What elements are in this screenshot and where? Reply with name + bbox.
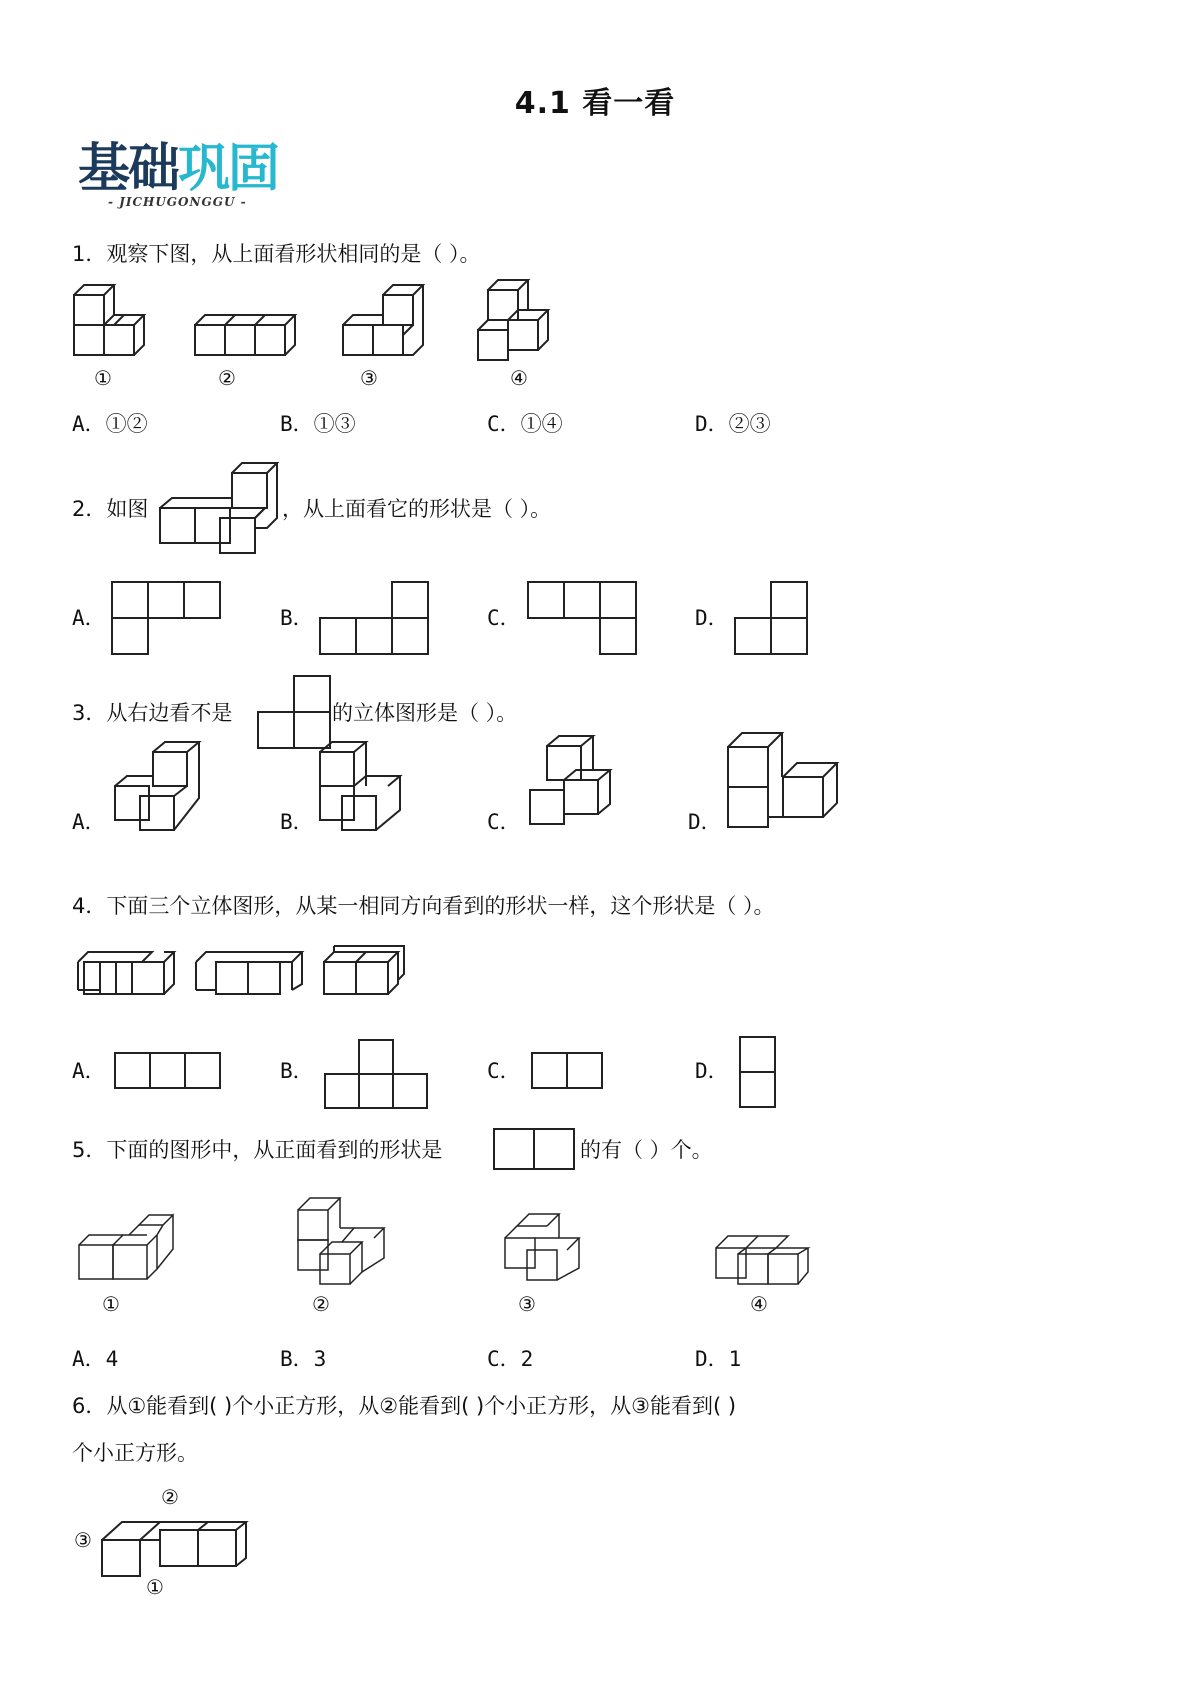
q5-figure-label-4: ④ [750,1292,768,1316]
q3-option-d-shape [728,733,837,827]
q1-figure-label-4: ④ [510,366,528,390]
q4-option-a[interactable]: A． [72,1059,106,1083]
q2-option-c-shape [528,582,636,654]
logo-subtitle: - JICHUGONGGU - [108,195,247,209]
q5-option-a[interactable]: A．4 [72,1347,119,1371]
q4-option-a-shape [115,1053,220,1088]
logo-text-light: 巩固 [178,139,279,199]
q2-option-c[interactable]: C． [487,606,521,630]
q1-figure-label-1: ① [94,366,112,390]
q2-option-b-shape [320,582,428,654]
q1-figure-1 [74,285,144,355]
q4-option-c-shape [532,1053,602,1088]
q1-option-c[interactable]: C．①④ [487,412,563,436]
q2-option-a-shape [112,582,220,654]
logo-text-dark: 基础 [78,139,179,199]
q4-option-b[interactable]: B． [280,1059,314,1083]
q5-figure-3 [505,1214,579,1280]
q5-figure-label-1: ① [102,1292,120,1316]
q5-figure-label-2: ② [312,1292,330,1316]
q1-option-a[interactable]: A．①② [72,412,148,436]
q3-option-a-shape [115,742,199,830]
q2-option-b[interactable]: B． [280,606,314,630]
q3-option-b-shape [320,742,400,830]
q4-figure-3 [324,946,404,994]
question-3-text-after: 的立体图形是（ ）。 [332,701,518,725]
q2-inline-figure [160,463,277,553]
q3-option-c[interactable]: C． [487,810,521,834]
question-2-text-before: 2．如图 [72,497,149,521]
q1-figure-3 [343,285,423,355]
q1-figure-label-3: ③ [360,366,378,390]
q5-option-c[interactable]: C．2 [487,1347,534,1371]
q1-option-d[interactable]: D．②③ [695,412,771,436]
q2-option-d[interactable]: D． [695,606,729,630]
q6-figure-label-2: ② [161,1485,179,1509]
q5-option-d[interactable]: D．1 [695,1347,742,1371]
q3-option-a[interactable]: A． [72,810,106,834]
q3-option-c-shape [530,736,610,824]
question-3-text-before: 3．从右边看不是 [72,701,233,725]
q5-figure-4 [716,1236,808,1284]
q3-inline-figure [258,676,330,748]
q2-option-d-shape [735,582,807,654]
q1-figure-label-2: ② [218,366,236,390]
q5-inline-figure [494,1129,574,1169]
page-title: 4.1 看一看 [514,86,676,121]
q3-option-d[interactable]: D． [688,810,722,834]
q5-figure-label-3: ③ [518,1292,536,1316]
question-5-text-before: 5．下面的图形中，从正面看到的形状是 [72,1138,443,1162]
q1-option-b[interactable]: B．①③ [280,412,356,436]
q6-figure-label-1: ① [146,1575,164,1599]
q4-figure-2 [196,952,302,994]
question-5-text-after: 的有（ ）个。 [580,1138,713,1162]
question-2-text-after: ，从上面看它的形状是（ ）。 [282,497,552,521]
q1-figure-2 [195,315,295,355]
q4-option-d[interactable]: D． [695,1059,729,1083]
q5-option-b[interactable]: B．3 [280,1347,327,1371]
question-1-text: 1．观察下图，从上面看形状相同的是（ ）。 [72,242,481,266]
q4-option-c[interactable]: C． [487,1059,521,1083]
question-4-text: 4．下面三个立体图形，从某一相同方向看到的形状一样，这个形状是（ ）。 [72,894,775,918]
q1-figure-4 [478,280,548,360]
q6-figure [102,1522,246,1576]
q5-figure-1 [79,1215,173,1279]
q3-option-b[interactable]: B． [280,810,314,834]
q6-figure-label-3: ③ [74,1528,92,1552]
q2-option-a[interactable]: A． [72,606,106,630]
q4-option-d-shape [740,1037,775,1107]
q4-figure-1 [78,952,174,994]
q5-figure-2 [298,1198,384,1284]
question-6-line-1: 6．从①能看到( )个小正方形，从②能看到( )个小正方形，从③能看到( ) [72,1394,737,1418]
question-6-line-2: 个小正方形。 [72,1441,198,1465]
q4-option-b-shape [325,1040,427,1108]
